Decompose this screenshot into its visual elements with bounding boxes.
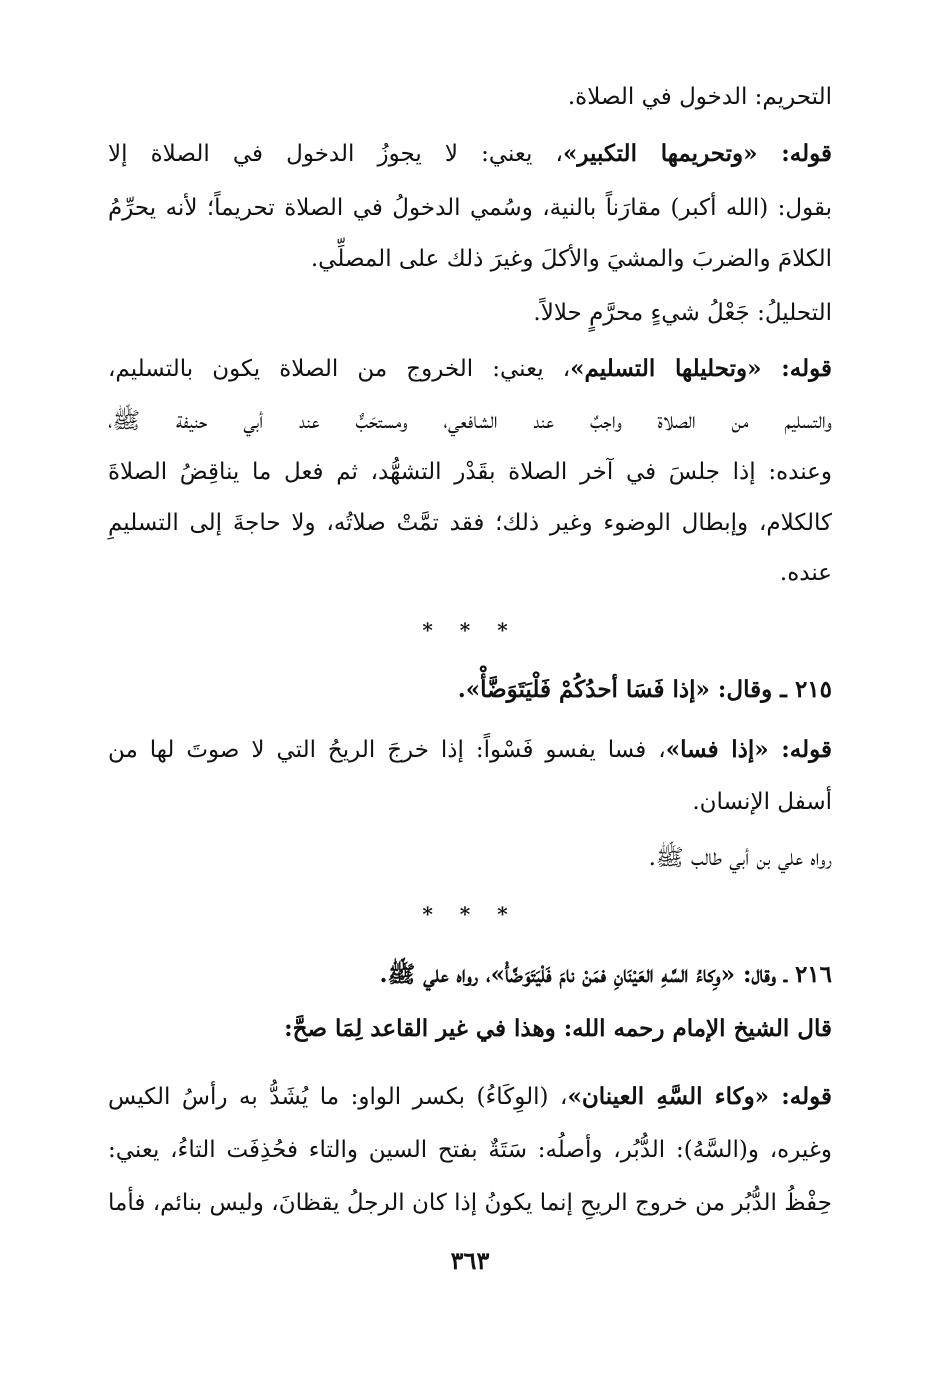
hadith-heading [108, 675, 832, 705]
text-segment: والتسليم من الصلاة واجبٌ عند الشافعي، ومستحَبٌّ عند أبي حنيفة ﷺ، [108, 408, 832, 434]
text-segment: وعنده: إذا جلسَ في آخر الصلاة بقَدْر التشهُّد، ثم فعل ما يناقِضُ الصلاةَ [108, 459, 832, 485]
text-segment: التحريم: الدخول في الصلاة. [567, 84, 832, 110]
hadith-heading [108, 960, 832, 990]
text-line [108, 457, 832, 487]
text-line [108, 558, 832, 588]
text-segment: رواه علي بن أبي طالب ﷺ. [648, 845, 832, 871]
bold-segment: قوله: «وتحريمها التكبير» [562, 140, 832, 167]
text-line [108, 1014, 832, 1044]
text-line [108, 1135, 832, 1165]
text-line [108, 1082, 832, 1112]
text-line [108, 354, 832, 384]
bold-segment: ٢١٥ ـ وقال: «إذا فَسَا أحدُكُمْ فَلْيَتَوَضَّأْ». [457, 676, 832, 703]
section-separator: * * * [422, 618, 518, 642]
text-line [108, 735, 832, 765]
text-segment: ، (الوِكَاءُ) بكسر الواو: ما يُشَدُّ به رأسُ الكيس [108, 1084, 568, 1110]
text-segment: بقول: (الله أكبر) مقارَناً بالنية، وسُمي الدخولُ في الصلاة تحريماً؛ لأنه يحرِّمُ [108, 195, 832, 221]
text-line [108, 244, 832, 274]
bold-segment: قوله: «إذا فسا» [665, 736, 832, 763]
text-line [108, 843, 832, 873]
text-segment: ، فسا يفسو فَسْواً: إذا خرجَ الريحُ التي لا صوتَ لها من [108, 737, 666, 763]
text-segment: كالكلام، وإبطال الوضوء وغير ذلك؛ فقد تمَّتْ صلاتُه، ولا حاجةَ إلى التسليمِ [108, 510, 832, 536]
text-segment: حِفْظُ الدُّبُر من خروج الريحِ إنما يكونُ إذا كان الرجلُ يقظانَ، وليس بنائم، فأما [108, 1190, 832, 1216]
text-segment: الكلامَ والضربَ والمشيَ والأكلَ وغيرَ ذلك على المصلِّي. [310, 246, 832, 272]
bold-segment: قوله: «وتحليلها التسليم» [570, 355, 832, 382]
text-line [108, 787, 832, 817]
bold-segment: قال الشيخ الإمام رحمه الله: وهذا في غير القاعد لِمَا صحَّ: [284, 1015, 832, 1042]
text-line [108, 193, 832, 223]
text-segment: ، يعني: لا يجوزُ الدخول في الصلاة إلا [108, 141, 563, 167]
text-line [108, 82, 832, 112]
text-line [108, 1188, 832, 1218]
text-line [108, 139, 832, 169]
text-line [108, 406, 832, 436]
page-number: ٣٦٣ [450, 1246, 490, 1275]
text-segment: ، يعني: الخروج من الصلاة يكون بالتسليم، [108, 356, 571, 382]
text-line [108, 298, 832, 328]
section-separator: * * * [422, 902, 518, 926]
text-segment: أسفل الإنسان. [692, 789, 832, 815]
text-line [108, 508, 832, 538]
bold-segment: ٢١٦ ـ وقال: «وِكاءُ السَّهِ العَيْنَانِ فمَنْ نامَ فَلْيَتَوَضَّأْ»، رواه علي ﷺ. [379, 961, 832, 988]
text-segment: وغيره، و(السَّهُ): الدُّبُر، وأصلُه: سَتَةٌ بفتح السين والتاء فحُذِفَت التاءُ، يعني: [108, 1137, 832, 1163]
bold-segment: قوله: «وكاء السَّهِ العينان» [567, 1083, 832, 1110]
text-segment: التحليلُ: جَعْلُ شيءٍ محرَّمٍ حلالاً. [533, 300, 832, 326]
text-segment: عنده. [779, 560, 832, 586]
